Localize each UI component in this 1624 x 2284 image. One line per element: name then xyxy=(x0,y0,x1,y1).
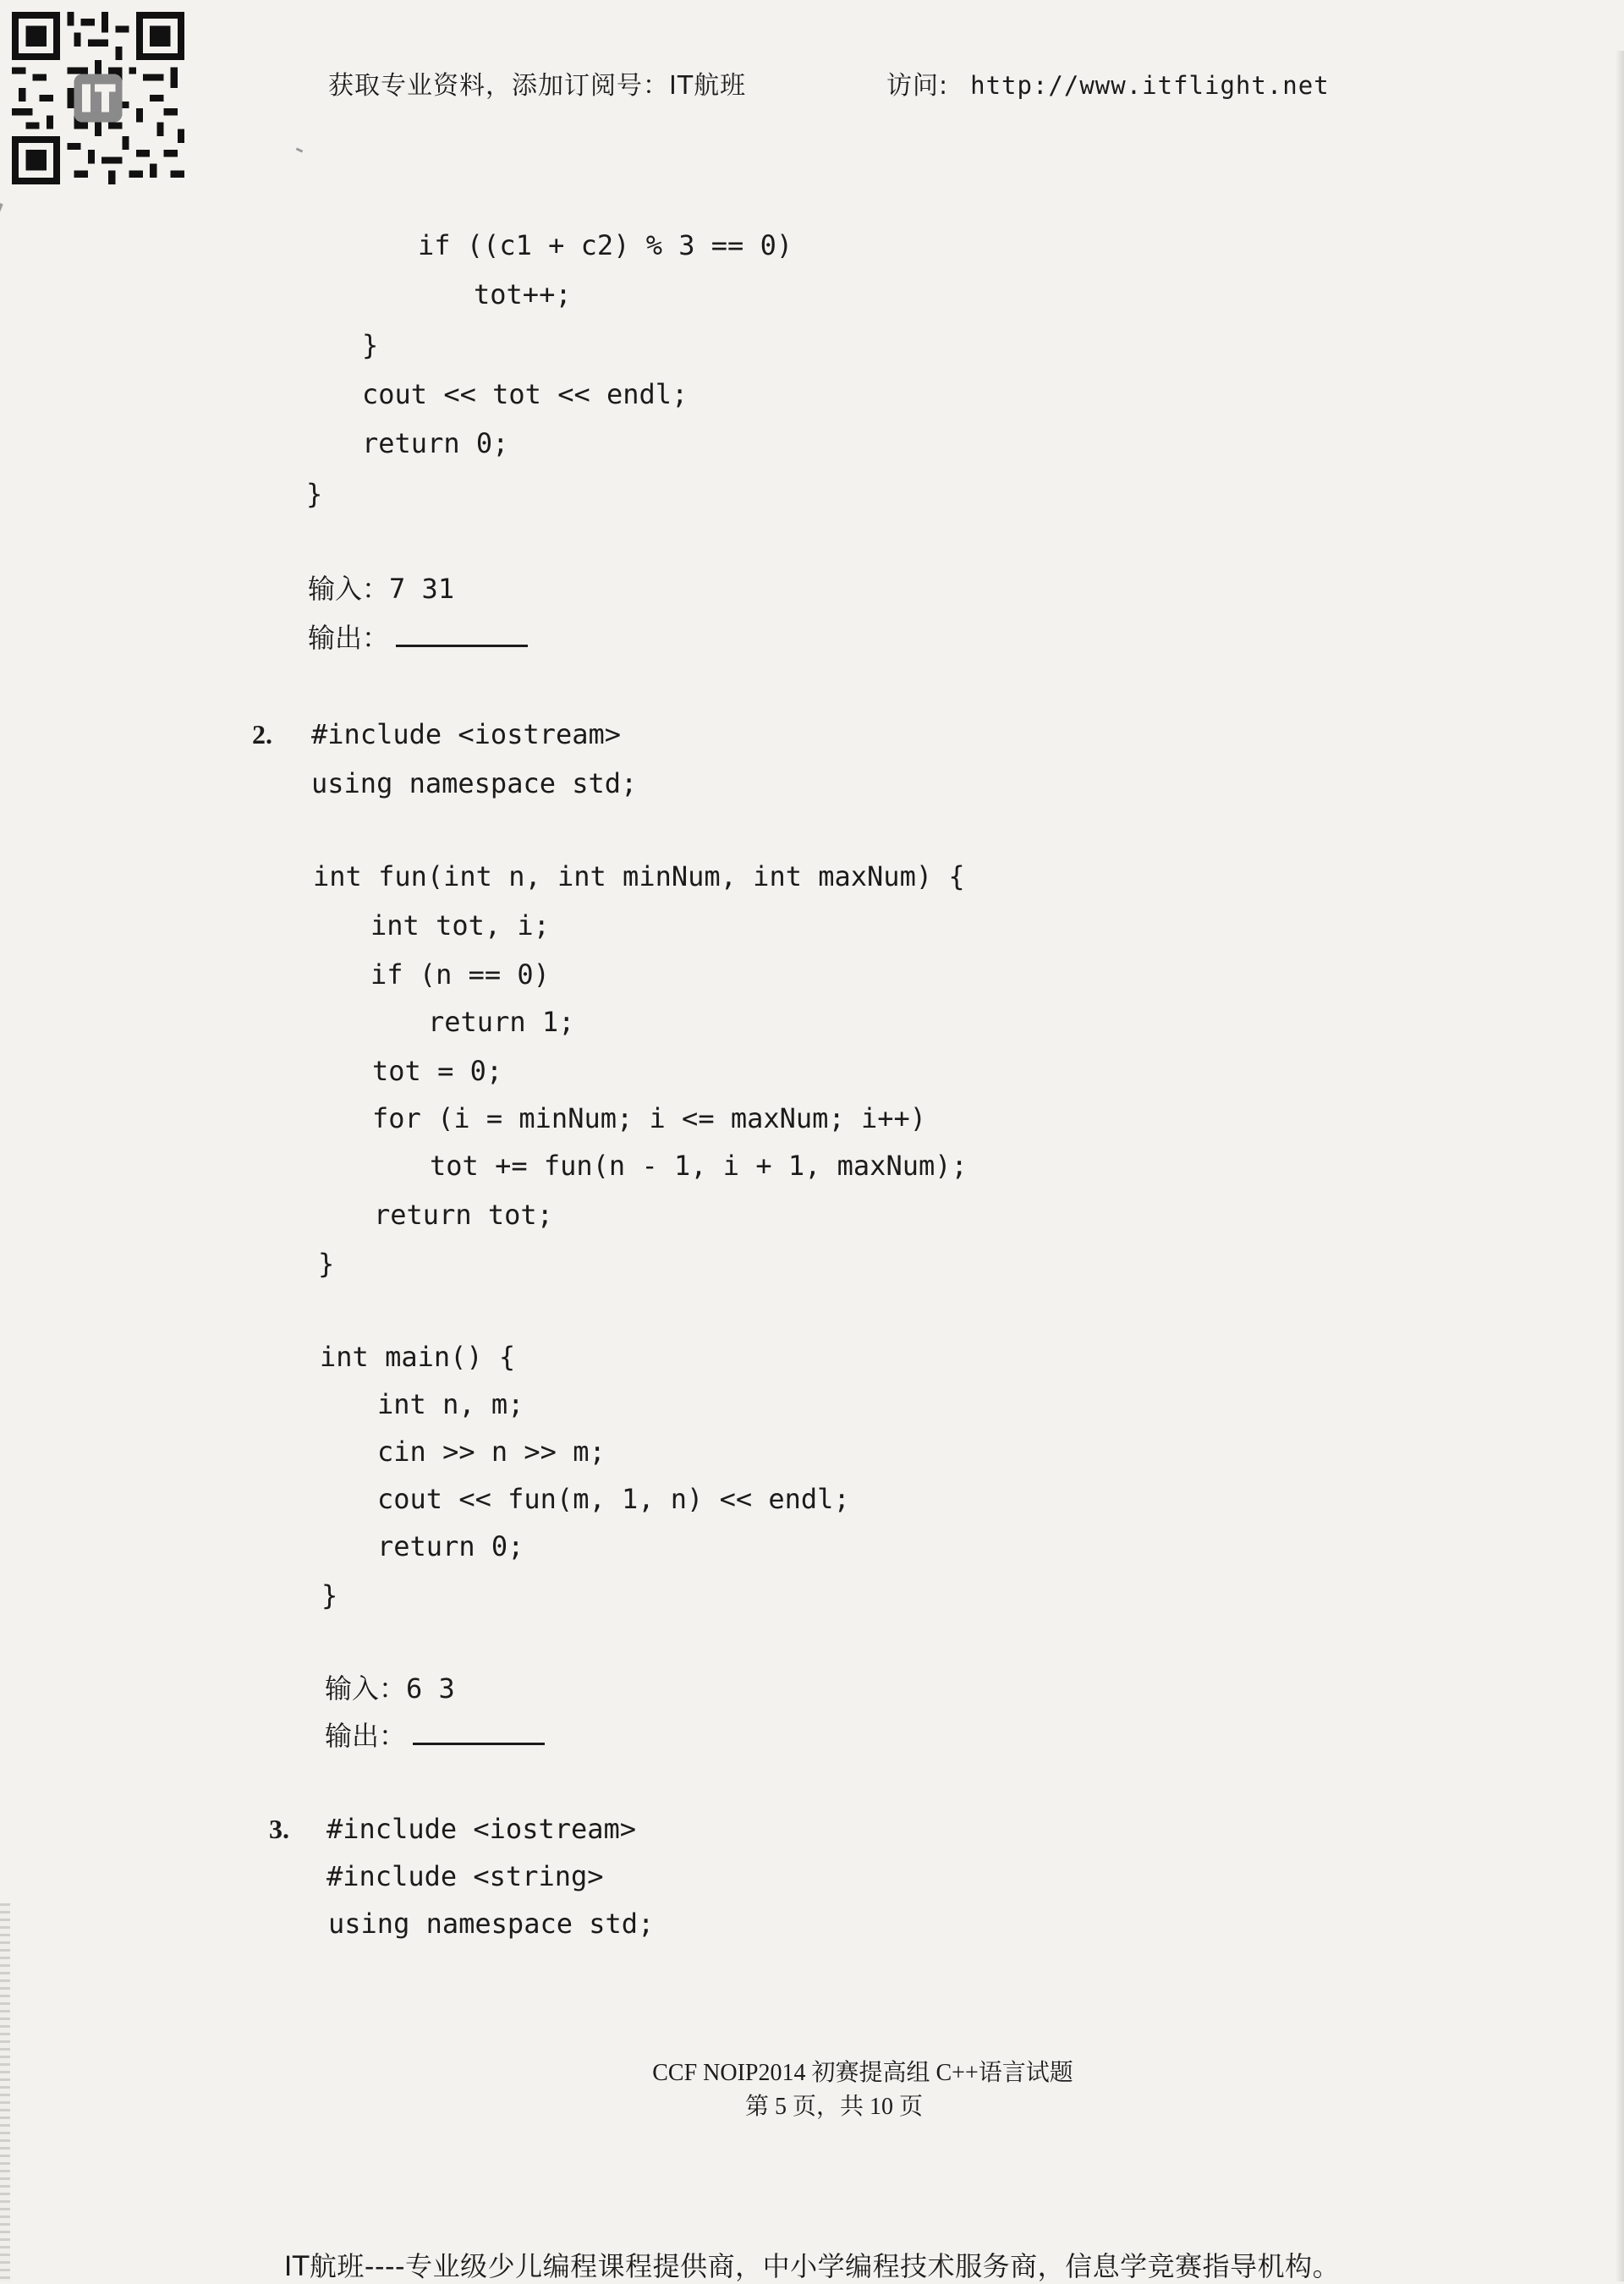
code-line: cout << fun(m, 1, n) << endl; xyxy=(377,1483,850,1515)
site-url[interactable]: http://www.itflight.net xyxy=(970,71,1330,100)
code-line: return 1; xyxy=(428,1006,575,1038)
qr-code-icon xyxy=(12,12,184,184)
page-edge-shadow xyxy=(1616,51,1624,2281)
code-line: int main() { xyxy=(320,1341,516,1373)
q2-input xyxy=(325,1672,455,1705)
code-line: cout << tot << endl; xyxy=(362,378,689,410)
q1-input xyxy=(308,572,454,606)
code-line: using namespace std; xyxy=(311,767,638,799)
code-line: int fun(int n, int minNum, int maxNum) { xyxy=(313,860,965,892)
scan-edge xyxy=(0,1903,10,2281)
input-label: 输入： xyxy=(308,573,390,605)
code-line: #include <iostream> xyxy=(326,1813,637,1845)
scan-smear xyxy=(0,203,3,314)
question-number: 3. xyxy=(269,1814,289,1844)
visit-label: 访问: xyxy=(886,71,949,101)
code-line: } xyxy=(321,1579,338,1611)
input-value: 7 31 xyxy=(389,573,455,605)
code-line: int tot, i; xyxy=(370,909,550,942)
code-line: return 0; xyxy=(377,1530,524,1562)
answer-blank xyxy=(413,1719,545,1745)
code-line: if ((c1 + c2) % 3 == 0) xyxy=(418,229,793,261)
page-header xyxy=(328,64,1330,102)
bottom-banner: IT航班----专业级少儿编程课程提供商，中小学编程技术服务商，信息学竞赛指导机构。 xyxy=(283,2250,1341,2282)
code-line: tot++; xyxy=(474,278,572,310)
question-number: 2. xyxy=(252,719,272,749)
code-line: } xyxy=(318,1248,335,1280)
code-line: int n, m; xyxy=(377,1388,524,1420)
code-line: cin >> n >> m; xyxy=(377,1436,606,1468)
q1-output xyxy=(308,621,528,655)
output-label: 输出： xyxy=(325,1720,407,1752)
subscribe-text: 获取专业资料，添加订阅号：IT航班 xyxy=(328,71,747,101)
code-line: tot += fun(n - 1, i + 1, maxNum); xyxy=(430,1150,968,1182)
code-line: #include <string> xyxy=(326,1860,604,1892)
code-line: if (n == 0) xyxy=(370,958,550,991)
visit-line xyxy=(886,64,1330,102)
input-value: 6 3 xyxy=(406,1672,455,1705)
code-line: return 0; xyxy=(362,427,509,459)
output-label: 输出： xyxy=(308,622,390,654)
answer-blank xyxy=(396,621,528,647)
exam-title: CCF NOIP2014 初赛提高组 C++语言试题 xyxy=(652,2060,1073,2086)
code-line: return tot; xyxy=(374,1199,553,1231)
code-line: } xyxy=(306,478,323,510)
q2-output xyxy=(325,1719,545,1753)
code-line: } xyxy=(362,329,379,361)
page-number: 第 5 页，共 10 页 xyxy=(744,2094,923,2120)
scan-mark xyxy=(296,147,304,152)
code-line: for (i = minNum; i <= maxNum; i++) xyxy=(372,1102,927,1134)
code-line: tot = 0; xyxy=(372,1055,503,1087)
code-line: #include <iostream> xyxy=(311,718,622,750)
input-label: 输入： xyxy=(325,1672,407,1705)
code-line: using namespace std; xyxy=(328,1908,655,1940)
